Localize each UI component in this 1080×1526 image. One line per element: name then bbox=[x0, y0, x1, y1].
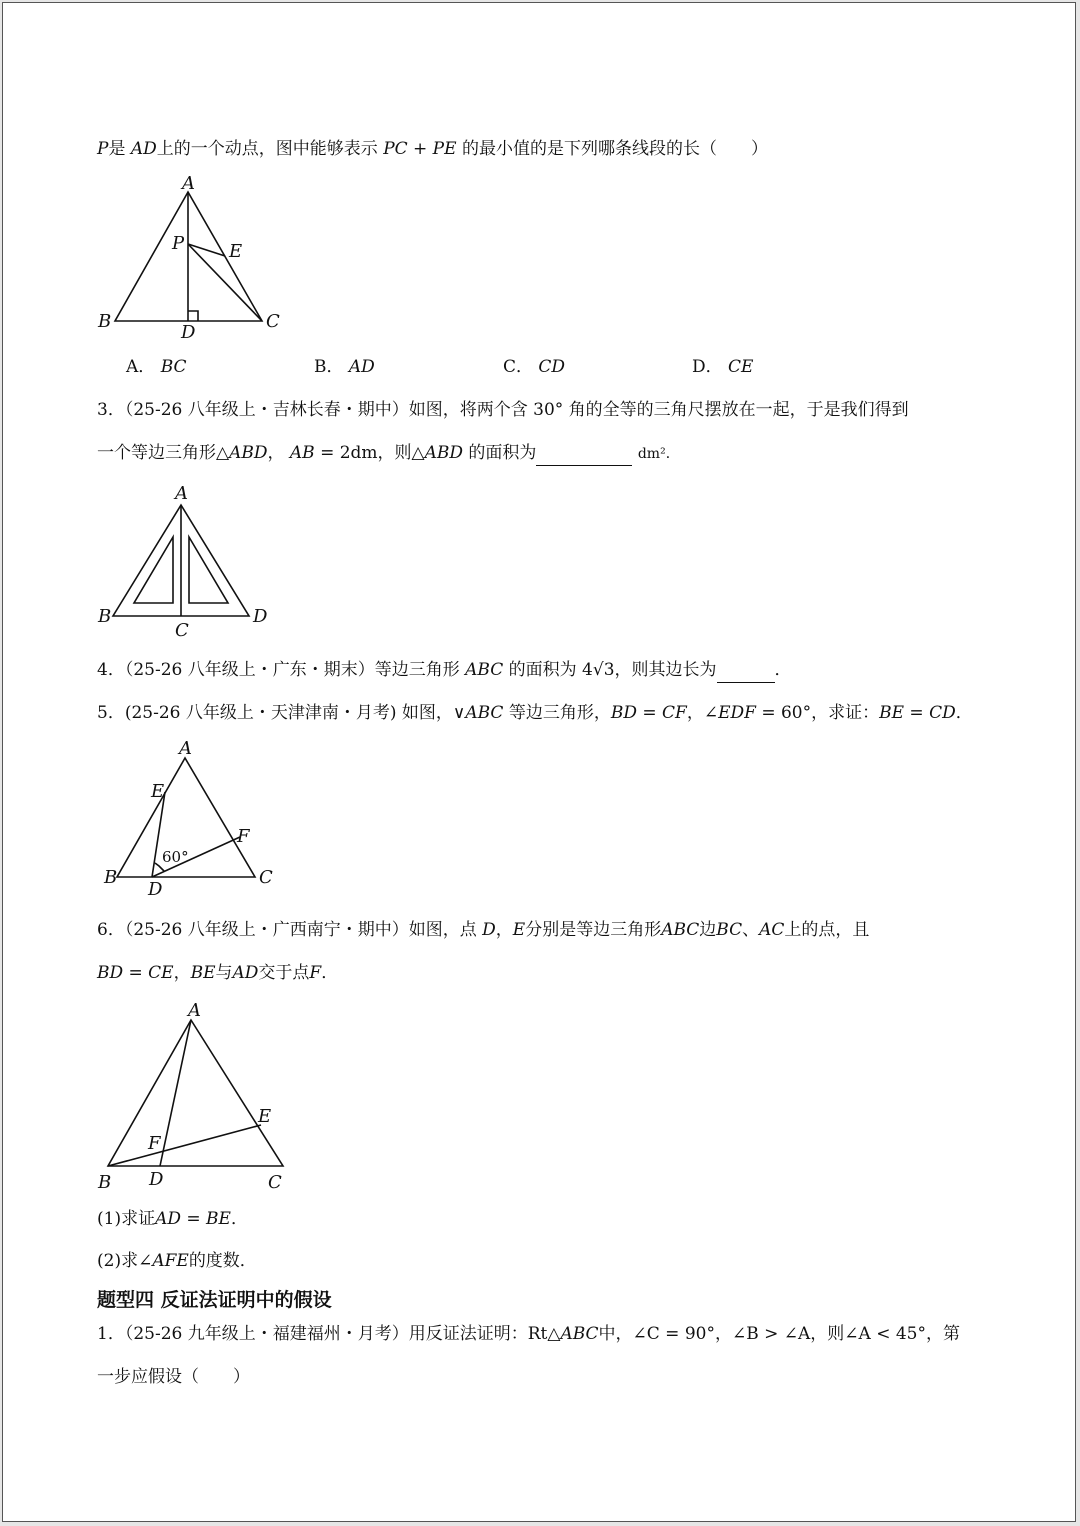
label-e: E bbox=[229, 241, 243, 262]
q3-line1: 3．（25-26 八年级上・吉林长春・期中）如图，将两个含 30° 角的全等的三角尺摆放在一起，于是我们得到 bbox=[97, 400, 909, 420]
q5-figure bbox=[95, 740, 285, 905]
q6-line1: 6．（25-26 八年级上・广西南宁・期中）如图，点 D，E分别是等边三角形ABC边BC、AC上的点，且 bbox=[97, 920, 870, 940]
q6-line2: BD = CE，BE与AD交于点F． bbox=[97, 963, 339, 983]
q4-line: 4．（25-26 八年级上・广东・期末）等边三角形 ABC 的面积为 4√3，则其边长为 ． bbox=[97, 658, 792, 683]
label-d: D bbox=[148, 879, 163, 900]
label-d: D bbox=[253, 606, 268, 627]
right-angle-mark bbox=[188, 311, 198, 321]
label-c: C bbox=[266, 311, 280, 332]
label-f: F bbox=[148, 1133, 161, 1154]
right-set-square-hole bbox=[189, 537, 228, 603]
q2-option-b[interactable]: B． AD bbox=[314, 357, 375, 377]
q6-sub1: (1)求证AD = BE． bbox=[97, 1209, 248, 1229]
label-p: P bbox=[172, 233, 185, 254]
label-e: E bbox=[258, 1106, 272, 1127]
var-p: P bbox=[97, 139, 109, 159]
label-a: A bbox=[179, 738, 192, 759]
segment-ad bbox=[160, 1020, 191, 1166]
q2-stem: P是 AD上的一个动点，图中能够表示 PC + PE 的最小值的是下列哪条线段的长（ ） bbox=[97, 139, 768, 159]
label-d: D bbox=[149, 1169, 164, 1190]
label-c: C bbox=[268, 1172, 282, 1193]
label-c: C bbox=[259, 867, 273, 888]
q6-figure bbox=[95, 998, 295, 1193]
q3-figure bbox=[95, 485, 280, 645]
triangle-abc bbox=[108, 1020, 283, 1166]
q2-option-c[interactable]: C． CD bbox=[503, 357, 566, 377]
q3-line2: 一个等边三角形△ABD， AB = 2dm，则△ABD 的面积为 dm²． bbox=[97, 441, 680, 466]
label-b: B bbox=[98, 1172, 112, 1193]
left-set-square-hole bbox=[134, 537, 173, 603]
label-a: A bbox=[182, 173, 195, 194]
label-a: A bbox=[175, 483, 188, 504]
label-e: E bbox=[151, 781, 165, 802]
q3-answer-blank[interactable] bbox=[536, 441, 632, 466]
label-b: B bbox=[104, 867, 118, 888]
label-a: A bbox=[188, 1000, 201, 1021]
s4q1-line2: 一步应假设（ ） bbox=[97, 1367, 250, 1387]
q2-figure bbox=[95, 170, 295, 345]
q4-answer-blank[interactable] bbox=[717, 658, 775, 683]
s4q1-line1: 1．（25-26 九年级上・福建福州・月考）用反证法证明：Rt△ABC中，∠C = 90°，∠B > ∠A，则∠A < 45°，第 bbox=[97, 1324, 960, 1344]
label-d: D bbox=[181, 322, 196, 343]
expr-pc-pe: PC + PE bbox=[383, 139, 457, 159]
section-heading: 题型四 反证法证明中的假设 bbox=[97, 1289, 332, 1311]
q5-line: 5．(25-26 八年级上・天津津南・月考) 如图，∨ABC 等边三角形，BD = CF，∠EDF = 60°，求证：BE = CD． bbox=[97, 703, 973, 723]
segment-be bbox=[108, 1125, 261, 1166]
q6-sub2: (2)求∠AFE的度数． bbox=[97, 1251, 257, 1271]
q2-option-d[interactable]: D． CE bbox=[692, 357, 754, 377]
q2-option-a[interactable]: A． BC bbox=[126, 357, 187, 377]
label-c: C bbox=[175, 620, 189, 641]
label-b: B bbox=[98, 606, 112, 627]
label-f: F bbox=[237, 826, 250, 847]
label-b: B bbox=[98, 311, 112, 332]
label-angle-60: 60° bbox=[162, 848, 189, 866]
